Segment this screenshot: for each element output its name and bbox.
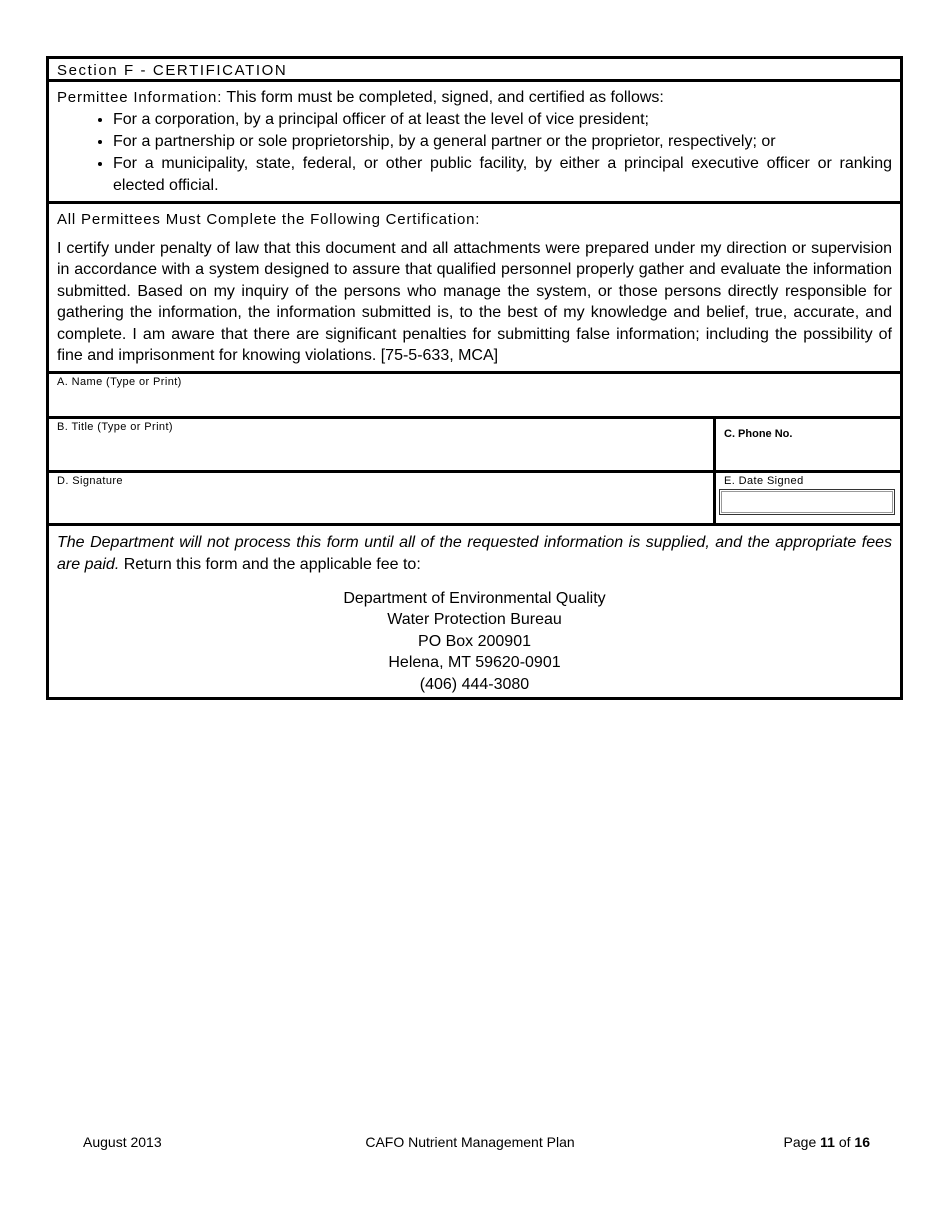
page-footer [0, 1132, 950, 1152]
certification-form [46, 56, 903, 700]
page-current: 11 [820, 1134, 835, 1150]
list-item: • For a municipality, state, federal, or other public facility, by either a principal executive officer or ranking elected official. [113, 153, 892, 197]
name-field[interactable] [49, 374, 900, 416]
title-phone-row [49, 419, 900, 473]
certification-heading: All Permittees Must Complete the Following Certification: [57, 211, 481, 228]
permittee-label: Permittee Information: [57, 89, 223, 106]
address-line: Department of Environmental Quality [343, 589, 606, 607]
notice-paragraph [57, 532, 892, 576]
list-item: • For a partnership or sole proprietorship, by a general partner or the proprietor, respectively; or [113, 131, 892, 153]
address-line: PO Box 200901 [418, 632, 531, 650]
section-title: Section F - CERTIFICATION [49, 59, 900, 82]
address-line: (406) 444-3080 [419, 675, 530, 693]
list-item: • For a corporation, by a principal officer of at least the level of vice president; [113, 109, 892, 131]
title-label: B. Title (Type or Print) [57, 420, 173, 433]
certification-text: I certify under penalty of law that this document and all attachments were prepared under my direction or supervision in accordance with a system designed to assure that qualified personnel properly gather and evaluate the information submitted. Based on my inquiry of the persons who manage the system, or those persons directly responsible for gathering the information, the information submitted is, to the best of my knowledge and belief, true, accurate, and complete. I am aware that there are significant penalties for submitting false information; including the possibility of fine and imprisonment for knowing violations. [75-5-633, MCA] [57, 239, 892, 364]
submission-notice [49, 526, 900, 698]
name-label: A. Name (Type or Print) [57, 375, 182, 388]
title-field[interactable] [49, 419, 716, 470]
signature-date-row [49, 473, 900, 526]
certification-statement [49, 204, 900, 374]
page-number: Page 11 of 16 [783, 1134, 870, 1150]
permittee-intro: This form must be completed, signed, and certified as follows: [226, 89, 664, 106]
signature-label: D. Signature [57, 474, 123, 487]
date-signed-input[interactable] [719, 489, 895, 515]
date-signed-label: E. Date Signed [724, 474, 804, 487]
page-total: 16 [854, 1134, 870, 1150]
date-signed-field [716, 473, 900, 523]
notice-italic: The Department will not process this form until all of the requested information is supplied, and the appropriate fees are paid. [57, 533, 892, 573]
phone-label: C. Phone No. [724, 427, 793, 440]
signature-field[interactable] [49, 473, 716, 523]
address-line: Water Protection Bureau [387, 611, 562, 629]
footer-document-title: CAFO Nutrient Management Plan [365, 1134, 575, 1150]
permittee-information [49, 82, 900, 204]
notice-return: Return this form and the applicable fee to: [119, 555, 421, 573]
address-line: Helena, MT 59620-0901 [388, 654, 561, 672]
mailing-address [57, 588, 892, 696]
footer-date: August 2013 [83, 1134, 162, 1150]
signer-requirements-list [57, 109, 892, 197]
phone-field[interactable] [716, 419, 900, 470]
name-row [49, 374, 900, 419]
